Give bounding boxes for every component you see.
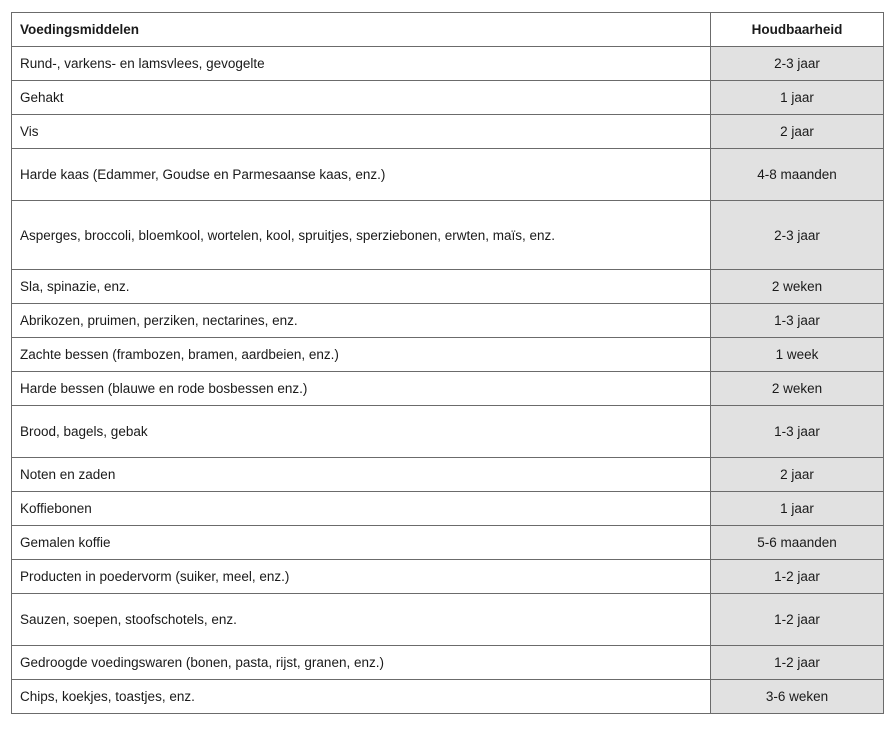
shelf-life-cell: 4-8 maanden [711, 149, 884, 201]
food-cell: Asperges, broccoli, bloemkool, wortelen, kool, spruitjes, sperziebonen, erwten, maïs, enz. [12, 201, 711, 270]
header-food: Voedingsmiddelen [12, 13, 711, 47]
shelf-life-cell: 2-3 jaar [711, 201, 884, 270]
food-cell: Gedroogde voedingswaren (bonen, pasta, rijst, granen, enz.) [12, 646, 711, 680]
shelf-life-cell: 1 jaar [711, 492, 884, 526]
table-row [12, 458, 884, 492]
table-row [12, 526, 884, 560]
shelf-life-cell: 1-2 jaar [711, 594, 884, 646]
food-cell: Zachte bessen (frambozen, bramen, aardbeien, enz.) [12, 338, 711, 372]
shelf-life-cell: 3-6 weken [711, 680, 884, 714]
food-cell: Sla, spinazie, enz. [12, 270, 711, 304]
food-cell: Harde kaas (Edammer, Goudse en Parmesaanse kaas, enz.) [12, 149, 711, 201]
food-cell: Brood, bagels, gebak [12, 406, 711, 458]
table-row [12, 492, 884, 526]
shelf-life-cell: 1-3 jaar [711, 304, 884, 338]
table-row [12, 680, 884, 714]
table-row [12, 372, 884, 406]
table-row [12, 201, 884, 270]
food-cell: Vis [12, 115, 711, 149]
table-header-row [12, 13, 884, 47]
shelf-life-cell: 1-2 jaar [711, 560, 884, 594]
food-cell: Noten en zaden [12, 458, 711, 492]
shelf-life-cell: 2-3 jaar [711, 47, 884, 81]
food-cell: Harde bessen (blauwe en rode bosbessen enz.) [12, 372, 711, 406]
shelf-life-cell: 2 weken [711, 270, 884, 304]
shelf-life-cell: 1 week [711, 338, 884, 372]
food-cell: Producten in poedervorm (suiker, meel, enz.) [12, 560, 711, 594]
shelf-life-cell: 1 jaar [711, 81, 884, 115]
header-shelf-life: Houdbaarheid [711, 13, 884, 47]
table-row [12, 304, 884, 338]
table-row [12, 149, 884, 201]
table-row [12, 270, 884, 304]
food-cell: Sauzen, soepen, stoofschotels, enz. [12, 594, 711, 646]
shelf-life-cell: 2 jaar [711, 458, 884, 492]
table-row [12, 560, 884, 594]
food-cell: Gemalen koffie [12, 526, 711, 560]
shelf-life-cell: 2 jaar [711, 115, 884, 149]
shelf-life-cell: 1-2 jaar [711, 646, 884, 680]
food-cell: Abrikozen, pruimen, perziken, nectarines, enz. [12, 304, 711, 338]
food-cell: Chips, koekjes, toastjes, enz. [12, 680, 711, 714]
shelf-life-table [11, 12, 884, 714]
table-row [12, 81, 884, 115]
table-row [12, 338, 884, 372]
food-cell: Gehakt [12, 81, 711, 115]
food-cell: Rund-, varkens- en lamsvlees, gevogelte [12, 47, 711, 81]
shelf-life-cell: 2 weken [711, 372, 884, 406]
shelf-life-cell: 5-6 maanden [711, 526, 884, 560]
table-row [12, 47, 884, 81]
table-row [12, 115, 884, 149]
food-cell: Koffiebonen [12, 492, 711, 526]
table-row [12, 594, 884, 646]
table-row [12, 406, 884, 458]
table-row [12, 646, 884, 680]
shelf-life-cell: 1-3 jaar [711, 406, 884, 458]
